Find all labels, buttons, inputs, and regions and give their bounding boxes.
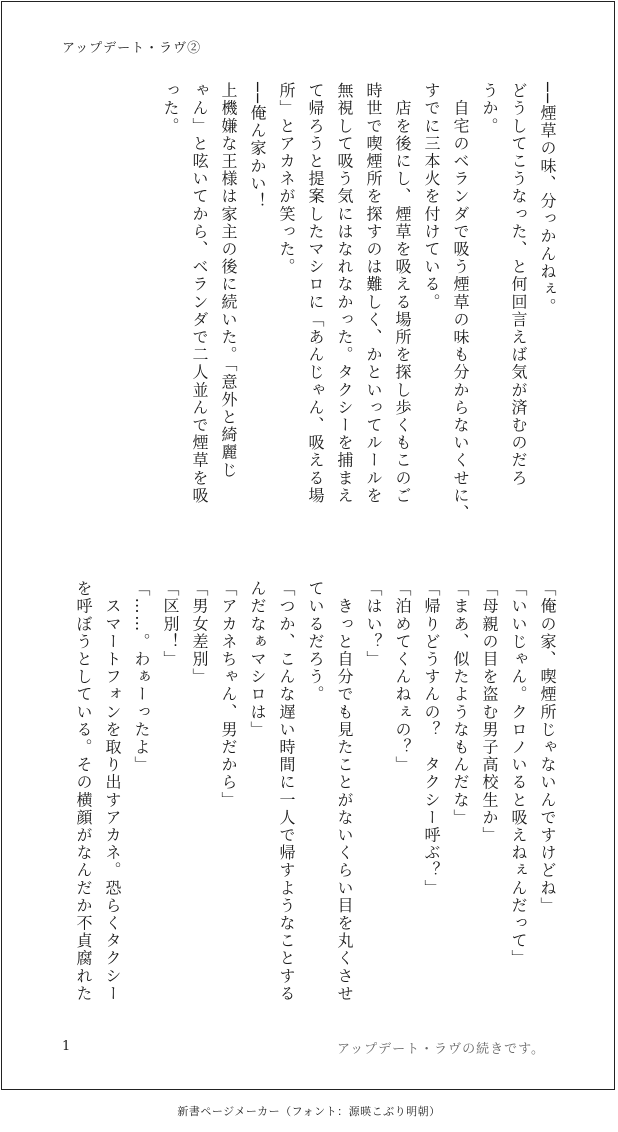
text-line: スマートフォンを取り出すアカネ。恐らくタクシー bbox=[103, 580, 122, 1003]
generator-credit: 新書ページメーカー（フォント：源暎こぶり明朝） bbox=[177, 1105, 441, 1118]
footer-note: アップデート・ラヴの続きです。 bbox=[337, 1042, 546, 1057]
text-line: 「……。わぁーったよ」 bbox=[132, 580, 151, 774]
text-line: うか。 bbox=[480, 82, 499, 135]
text-line: すでに三本火を付けている。 bbox=[422, 82, 441, 311]
text-line: 「いいじゃん。クロノいると吸えねぇんだって」 bbox=[509, 580, 528, 968]
text-line: 「区別！」 bbox=[161, 580, 180, 668]
text-line: ──煙草の味、分っかんねぇ。 bbox=[538, 82, 557, 316]
text-line: ──俺ん家かい！ bbox=[248, 82, 267, 211]
text-line: 時世で喫煙所を探すのは難しく、かといってルールを bbox=[364, 82, 383, 505]
running-title: アップデート・ラヴ② bbox=[62, 41, 202, 56]
upper-text-block bbox=[156, 82, 562, 552]
text-line: 店を後にし、煙草を吸える場所を探し歩くもこのご bbox=[393, 82, 412, 505]
text-line: て帰ろうと提案したマシロに「あんじゃん、吸える場 bbox=[306, 82, 325, 505]
text-line: 「泊めてくんねぇの？」 bbox=[393, 580, 412, 774]
text-line: を呼ぼうとしている。その横顔がなんだか不貞腐れた bbox=[74, 580, 93, 1003]
text-line: 「つか、こんな遅い時間に一人で帰すようなことする bbox=[277, 580, 296, 1003]
text-line: んだなぁマシロは」 bbox=[248, 580, 267, 739]
text-line: 「俺の家、喫煙所じゃないんですけどね」 bbox=[538, 580, 557, 915]
text-line: 「男女差別」 bbox=[190, 580, 209, 686]
text-line: った。 bbox=[161, 82, 180, 135]
manuscript-page bbox=[1, 1, 615, 1090]
text-line: どうしてこうなった、と何回言えば気が済むのだろ bbox=[509, 82, 528, 487]
text-line: 「母親の目を盗む男子高校生か」 bbox=[480, 580, 499, 844]
text-line: きっと自分でも見たことがないくらい目を丸くさせ bbox=[335, 580, 354, 1003]
text-line: 無視して吸う気にはなれなかった。タクシーを捕まえ bbox=[335, 82, 354, 505]
text-line: ゃん」と呟いてから、ベランダで二人並んで煙草を吸 bbox=[190, 82, 209, 505]
lower-text-block bbox=[69, 580, 562, 1020]
text-line: 「アカネちゃん、男だから」 bbox=[219, 580, 238, 809]
text-line: 「まあ、似たようなもんだな」 bbox=[451, 580, 470, 827]
text-line: 所」とアカネが笑った。 bbox=[277, 82, 296, 276]
text-line: 「はい？」 bbox=[364, 580, 383, 668]
page-number: 1 bbox=[62, 1039, 71, 1054]
text-line: 自宅のベランダで吸う煙草の味も分からないくせに、 bbox=[451, 82, 470, 522]
text-line: ているだろう。 bbox=[306, 580, 325, 704]
text-line: 「帰りどうすんの？ タクシー呼ぶ？」 bbox=[422, 580, 441, 897]
text-line: 上機嫌な王様は家主の後に続いた。「意外と綺麗じ bbox=[219, 82, 238, 479]
